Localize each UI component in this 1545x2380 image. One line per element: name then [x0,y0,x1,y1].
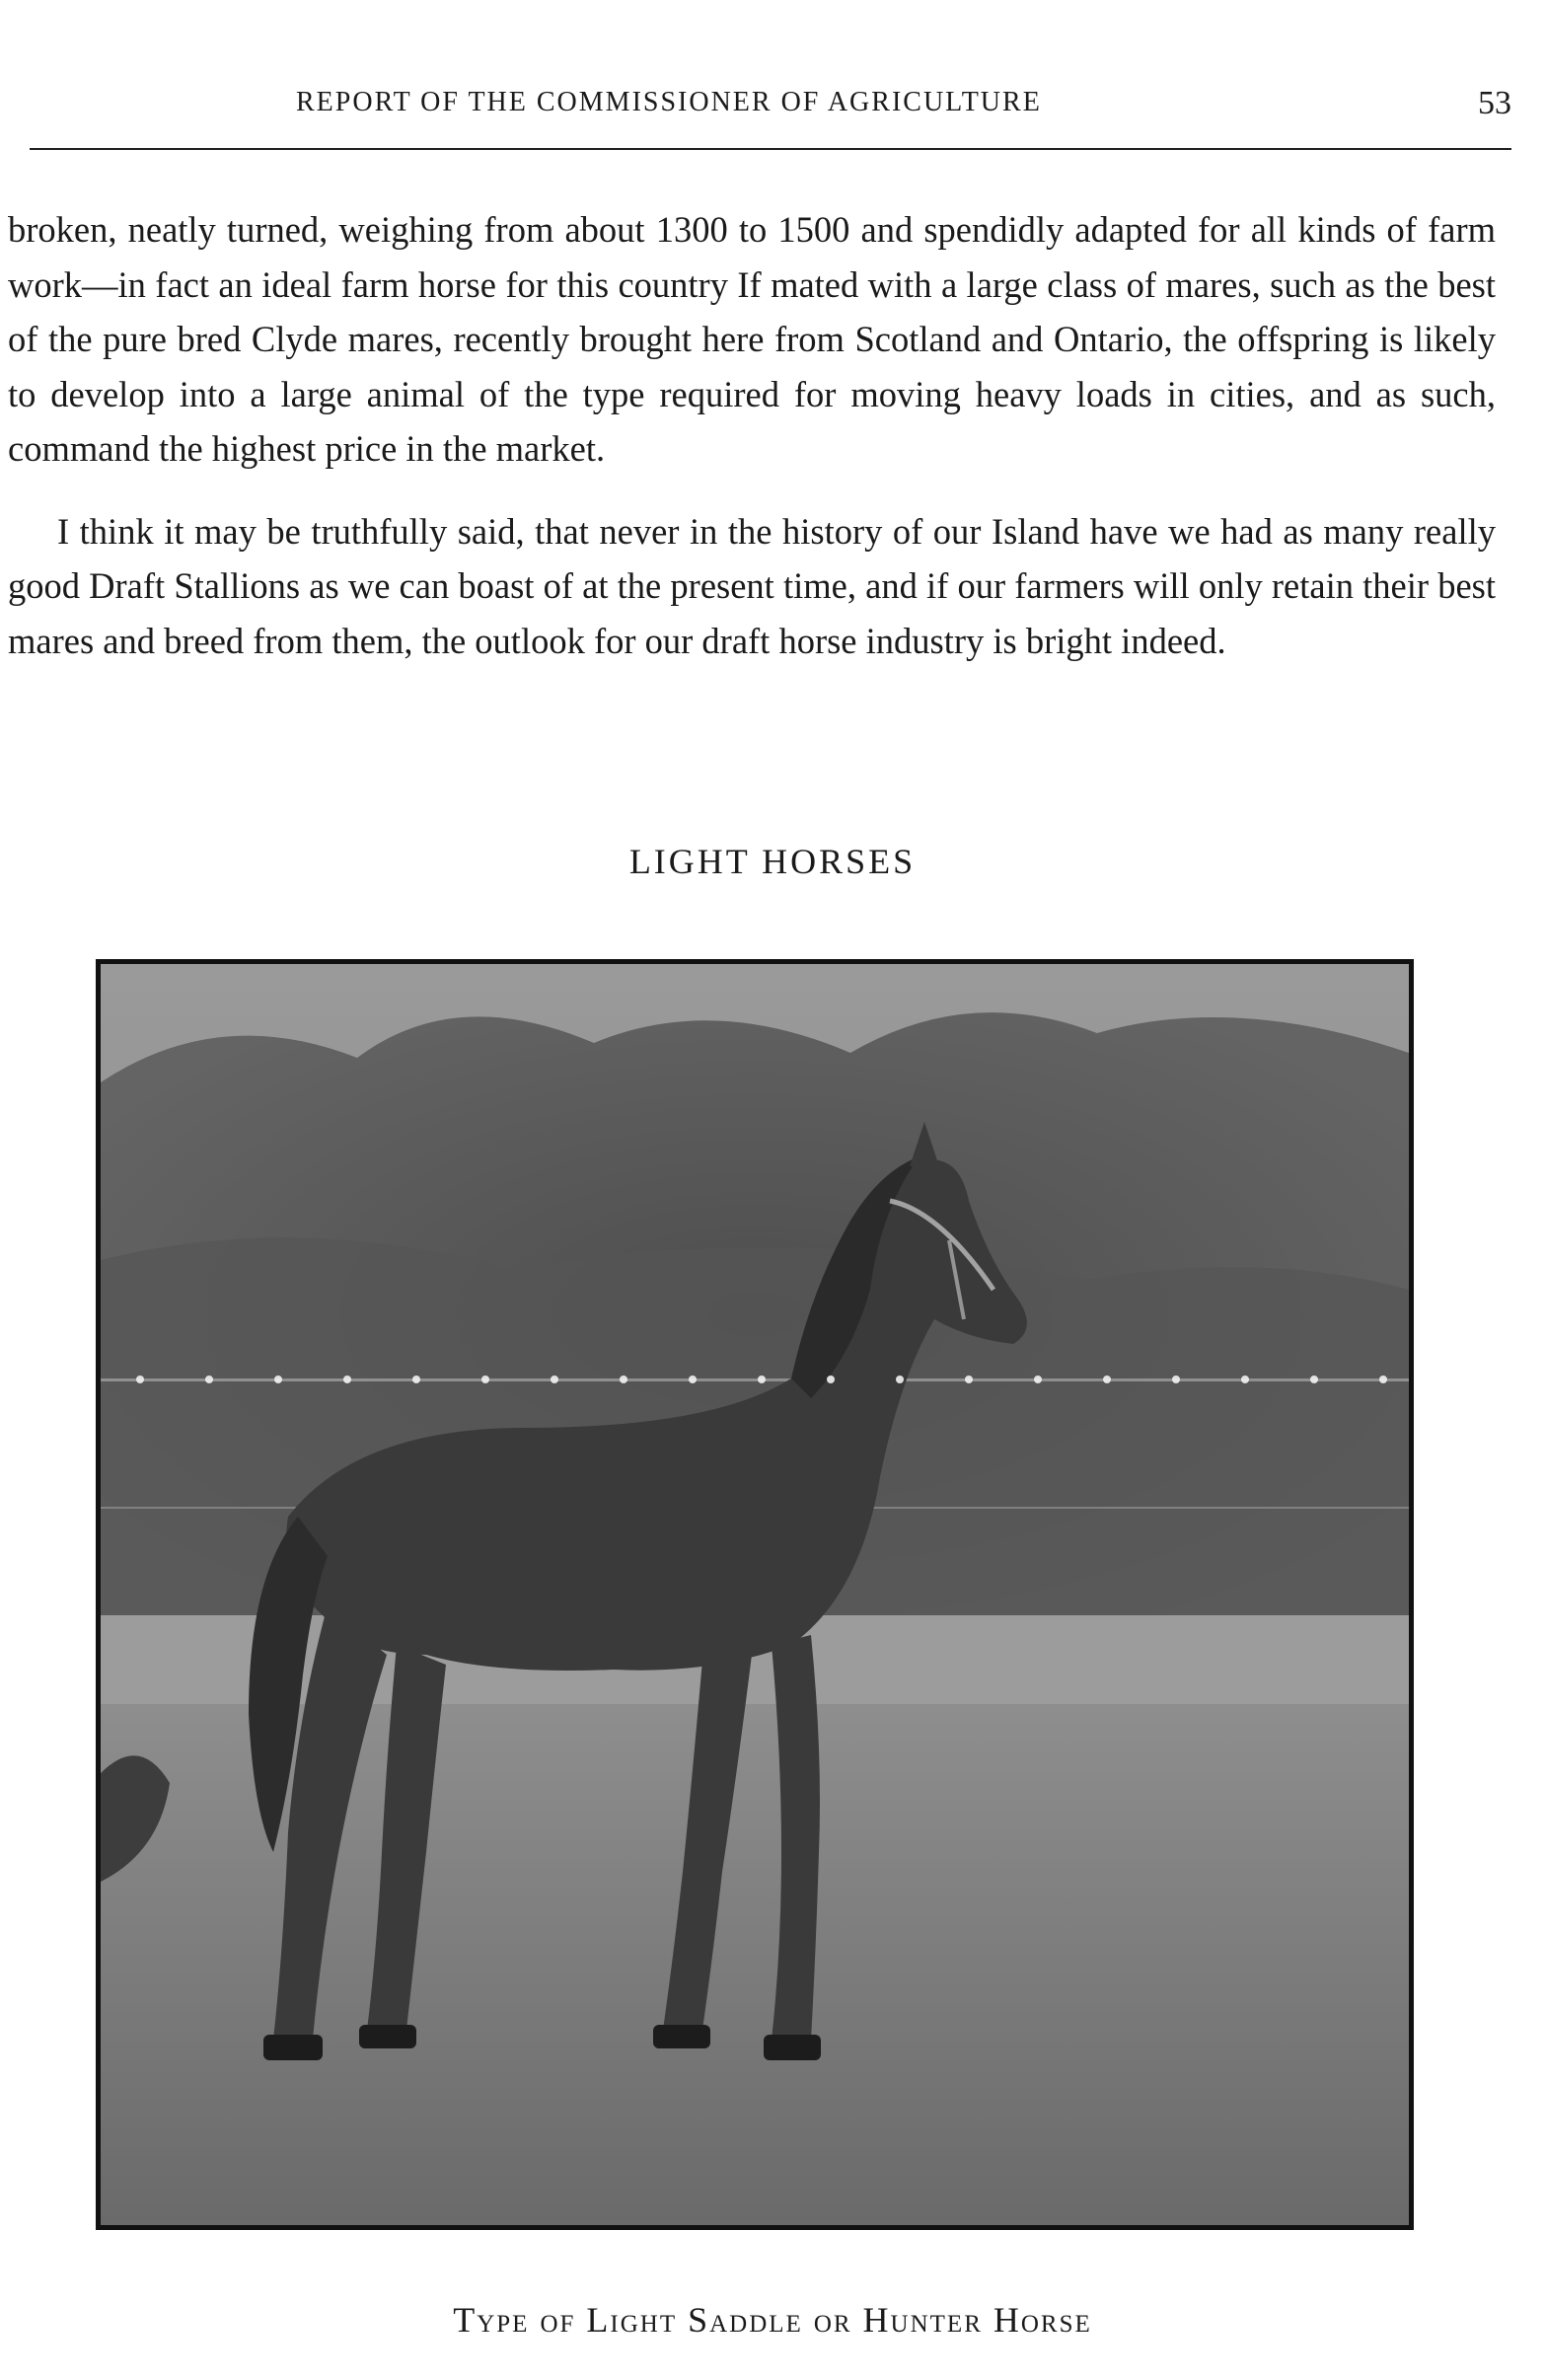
header-rule [30,148,1511,150]
horse-photograph-icon [101,964,1409,2225]
running-head [30,77,1511,126]
figure-caption: Type of Light Saddle or Hunter Horse [453,2300,1092,2340]
paragraph-2: I think it may be truthfully said, that never in the history of our Island have we had as many really good Draft Stallions as we can boast of at the present time, and if our farmers will only retain their best mares and breed from them, the outlook for our draft horse industry is bright indeed. [8,510,1496,661]
body-text [8,202,1496,668]
section-heading: LIGHT HORSES [628,842,917,881]
running-title: REPORT OF THE COMMISSIONER OF AGRICULTURE [296,87,1042,117]
page-number: 53 [1478,85,1511,121]
horse-photograph [96,959,1414,2230]
paragraph-1: broken, neatly turned, weighing from about 1300 to 1500 and spendidly adapted for all kinds of farm work—in fact an ideal farm horse for this country If mated with a large class of mares, such as the best of the pure bred Clyde mares, recently brought here from Scotland and Ontario, the offspring is likely to develop into a large animal of the type required for moving heavy loads in cities, and as such, command the highest price in the market. [8,209,1496,469]
